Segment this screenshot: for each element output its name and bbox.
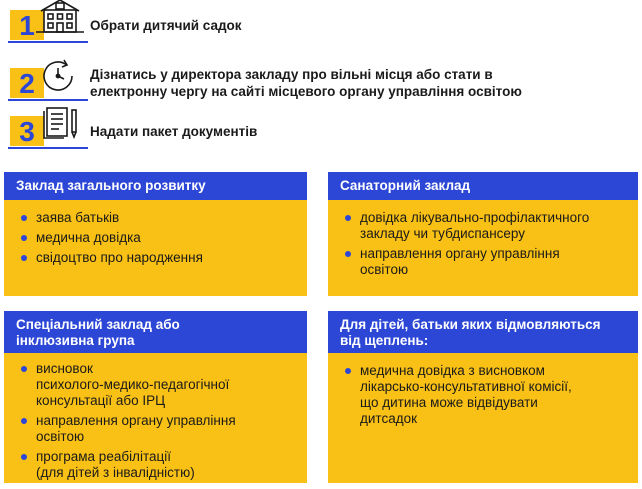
list-item: довідка лікувально-профілактичного закладу чи тубдиспансеру [342, 210, 628, 242]
step-1-underline [8, 41, 88, 43]
step-2 [8, 66, 522, 100]
bullet-icon [21, 454, 27, 460]
bullet-icon [21, 215, 27, 221]
card-special-list [4, 353, 307, 481]
list-item: свідоцтво про народження [18, 250, 297, 266]
bullet-icon [345, 215, 351, 221]
list-item: програма реабілітації (для дітей з інвалідністю) [18, 449, 297, 481]
bullet-icon [21, 255, 27, 261]
step-3-underline [8, 147, 88, 149]
step-1-text: Обрати дитячий садок [90, 17, 242, 33]
bullet-icon [21, 418, 27, 424]
bullet-icon [21, 235, 27, 241]
card-vaccination-list [328, 353, 638, 427]
step-2-underline [8, 99, 88, 101]
list-item: медична довідка [18, 230, 297, 246]
list-item: висновок психолого-медико-педагогічної консультації або ІРЦ [18, 361, 297, 409]
step-2-number: 2 [10, 68, 44, 98]
clock-cycle-icon [36, 58, 80, 94]
bullet-icon [345, 368, 351, 374]
step-2-text-line2: електронну чергу на сайті місцевого органу управління освітою [90, 84, 522, 99]
step-3-text: Надати пакет документів [90, 123, 258, 139]
list-item: заява батьків [18, 210, 297, 226]
card-general-kindergarten [4, 172, 307, 296]
bullet-icon [21, 366, 27, 372]
card-general-title: Заклад загального розвитку [4, 172, 307, 200]
step-1-number: 1 [10, 10, 44, 40]
card-special-title: Спеціальний заклад або інклюзивна група [4, 311, 307, 353]
card-sanatorium [328, 172, 638, 296]
step-3-badge [8, 116, 86, 146]
list-item: направлення органу управління освітою [342, 246, 628, 278]
documents-pen-icon [36, 104, 84, 142]
card-general-list [4, 200, 307, 266]
kindergarten-building-icon [36, 0, 84, 36]
card-vaccination-title: Для дітей, батьки яких відмовляються від щеплень: [328, 311, 638, 353]
card-sanatorium-list [328, 200, 638, 278]
list-item: медична довідка з висновком лікарсько-консультативної комісії, що дитина може відвідувати дитсадок [342, 363, 628, 427]
card-sanatorium-title: Санаторний заклад [328, 172, 638, 200]
step-3 [8, 116, 257, 146]
list-item: направлення органу управління освітою [18, 413, 297, 445]
step-3-number: 3 [10, 116, 44, 146]
step-2-badge [8, 68, 86, 98]
step-1 [8, 10, 242, 40]
bullet-icon [345, 251, 351, 257]
step-2-text-line1: Дізнатись у директора закладу про вільні місця або стати в [90, 67, 493, 82]
step-2-text [90, 66, 522, 100]
step-1-badge [8, 10, 86, 40]
card-special-inclusive [4, 311, 307, 483]
card-vaccination-refusal [328, 311, 638, 483]
